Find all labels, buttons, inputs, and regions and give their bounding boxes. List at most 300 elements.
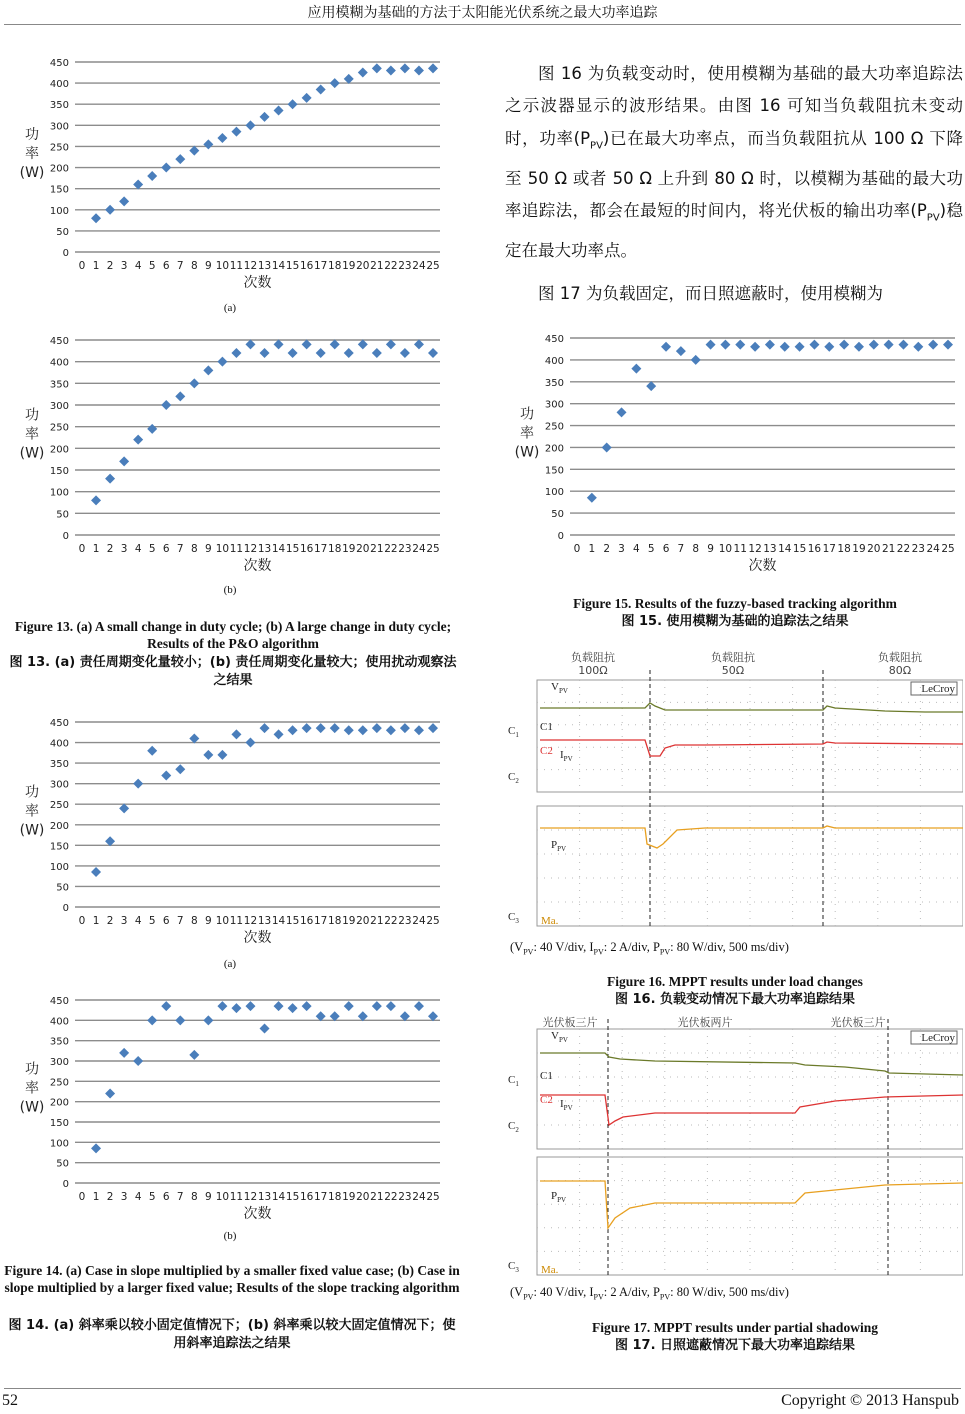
y-tick-label: 350 (544, 377, 564, 389)
data-point (358, 725, 368, 735)
x-tick-label: 2 (106, 915, 114, 927)
x-tick-label: 3 (120, 915, 128, 927)
y-tick-label: 250 (49, 422, 69, 434)
x-tick-label: 16 (299, 260, 314, 272)
x-tick-label: 0 (573, 543, 581, 555)
x-tick-label: 6 (162, 260, 170, 272)
x-tick-label: 25 (426, 543, 440, 555)
y-tick-label: 300 (49, 779, 69, 791)
x-tick-label: 8 (190, 260, 198, 272)
data-point (428, 723, 438, 733)
chart-svg (10, 52, 450, 297)
scope-panel (537, 806, 963, 926)
data-point (386, 725, 396, 735)
x-tick-label: 7 (176, 1191, 184, 1203)
data-point (161, 400, 171, 410)
data-point (189, 1050, 199, 1060)
x-tick-label: 13 (763, 543, 777, 555)
lecroy-logo: LeCroy (921, 683, 955, 695)
data-point (105, 1089, 115, 1099)
data-point (231, 127, 241, 137)
page-header-title: 应用模糊为基础的方法于太阳能光伏系统之最大功率追踪 (307, 5, 658, 21)
scope-c3-label: $C_3$ (508, 911, 519, 925)
x-tick-label: 11 (733, 543, 747, 555)
data-point (765, 340, 775, 350)
fig16-caption-cn: 图 16. 负载变动情况下最大功率追踪结果 (614, 992, 856, 1007)
data-point (189, 146, 199, 156)
x-tick-label: 9 (205, 543, 212, 555)
data-point (750, 342, 760, 352)
data-point (260, 112, 270, 122)
x-tick-label: 17 (822, 543, 836, 555)
data-point (147, 1015, 157, 1025)
x-tick-label: 23 (398, 260, 412, 272)
data-point (274, 1001, 284, 1011)
y-tick-label: 200 (49, 163, 69, 175)
data-point (602, 442, 612, 452)
x-tick-label: 8 (692, 543, 700, 555)
data-point (302, 1001, 312, 1011)
data-point (720, 340, 730, 350)
y-tick-label: 50 (56, 882, 69, 894)
x-tick-label: 15 (285, 543, 300, 555)
x-tick-label: 12 (243, 915, 258, 927)
x-tick-label: 24 (412, 260, 426, 272)
data-point (386, 339, 396, 349)
data-point (245, 1001, 255, 1011)
data-point (706, 340, 716, 350)
fig13-sublabel-b: (b) (223, 584, 237, 596)
y-tick-label: 400 (49, 1016, 69, 1028)
y-tick-label: 250 (544, 421, 564, 433)
fig13-sublabel-a: (a) (223, 302, 237, 314)
scope-ipv-label: $I_{PV}$ (560, 749, 573, 763)
y-tick-label: 400 (544, 355, 564, 367)
x-axis-label: 次数 (243, 1206, 272, 1222)
x-tick-label: 5 (148, 915, 156, 927)
y-axis-label: 功 (520, 406, 534, 423)
x-tick-label: 25 (426, 915, 440, 927)
data-point (91, 1143, 101, 1153)
chart-svg (10, 712, 450, 952)
x-tick-label: 5 (647, 543, 655, 555)
scope-ppv-label: $P_{PV}$ (551, 1190, 567, 1204)
x-tick-label: 9 (205, 915, 212, 927)
x-axis-label: 次数 (243, 275, 272, 291)
fig14-sublabel-a: (a) (223, 958, 237, 970)
x-tick-label: 1 (588, 543, 596, 555)
y-tick-label: 450 (49, 336, 69, 347)
y-tick-label: 350 (49, 100, 69, 112)
y-tick-label: 100 (49, 205, 69, 217)
x-tick-label: 25 (426, 260, 440, 272)
fig15-caption-cn: 图 15. 使用模糊为基础的追踪法之结果 (621, 614, 849, 629)
data-point (691, 355, 701, 365)
data-point (217, 1001, 227, 1011)
y-tick-label: 350 (49, 1036, 69, 1048)
scope-vpv-label: $V_{PV}$ (551, 681, 568, 695)
x-tick-label: 13 (257, 543, 272, 555)
scope-c1-label: $C_1$ (508, 1074, 519, 1088)
data-point (928, 340, 938, 350)
x-tick-label: 16 (807, 543, 822, 555)
y-tick-label: 200 (544, 443, 564, 455)
x-tick-label: 4 (134, 543, 142, 555)
x-axis-label: 次数 (748, 558, 777, 574)
data-point (274, 106, 284, 116)
x-tick-label: 22 (384, 915, 398, 927)
y-tick-label: 150 (49, 466, 69, 477)
chart-fig13b (10, 330, 450, 580)
body-paragraph-1 (505, 58, 963, 267)
data-point (231, 348, 241, 358)
x-tick-label: 22 (384, 543, 398, 555)
data-point (119, 456, 129, 466)
x-tick-label: 18 (328, 260, 342, 272)
scope-label: 50Ω (721, 664, 745, 677)
x-tick-label: 16 (299, 915, 314, 927)
x-tick-label: 17 (313, 543, 328, 555)
scope-label: 光伏板三片 (542, 1016, 598, 1029)
x-tick-label: 20 (356, 543, 370, 555)
data-point (161, 770, 171, 780)
x-tick-label: 21 (370, 1191, 384, 1203)
y-tick-label: 200 (49, 444, 69, 456)
x-tick-label: 18 (328, 915, 342, 927)
x-tick-label: 5 (148, 1191, 156, 1203)
y-tick-label: 450 (544, 334, 564, 345)
y-tick-label: 250 (49, 800, 69, 812)
scope-label: 负载阻抗 (711, 651, 755, 664)
scope-ma-label: Ma. (541, 1264, 559, 1276)
data-point (943, 340, 953, 350)
data-point (344, 725, 354, 735)
x-tick-label: 3 (618, 543, 625, 555)
scope-fig17-svg (505, 1013, 963, 1281)
x-tick-label: 8 (190, 915, 198, 927)
fig13-caption-en: Figure 13. (a) A small change in duty cycle; (b) A large change in duty cycle; Results of the P&O algorithm (14, 619, 452, 651)
x-tick-label: 4 (134, 260, 142, 272)
x-tick-label: 20 (356, 260, 370, 272)
x-tick-label: 2 (106, 1191, 114, 1203)
x-tick-label: 12 (243, 1191, 258, 1203)
data-point (260, 348, 270, 358)
data-point (809, 340, 819, 350)
x-tick-label: 19 (852, 543, 866, 555)
scope-ma-label: Ma. (541, 915, 559, 927)
lecroy-logo: LeCroy (921, 1032, 955, 1044)
x-tick-label: 21 (881, 543, 896, 555)
x-tick-label: 24 (412, 543, 426, 555)
data-point (316, 723, 326, 733)
data-point (358, 68, 368, 78)
y-tick-label: 50 (551, 509, 564, 521)
scope-label: 负载阻抗 (571, 651, 615, 664)
fig17-caption-en: Figure 17. MPPT results under partial shadowing (592, 1320, 878, 1335)
scope-fig16-svg (505, 648, 963, 938)
data-point (175, 154, 185, 164)
y-axis-label: (W) (19, 1099, 45, 1116)
x-tick-label: 18 (328, 543, 342, 555)
fig14-sublabel-b: (b) (223, 1230, 237, 1242)
y-tick-label: 100 (49, 861, 69, 873)
x-tick-label: 0 (78, 1191, 86, 1203)
x-tick-label: 15 (285, 260, 300, 272)
y-tick-label: 450 (49, 58, 69, 69)
x-tick-label: 22 (896, 543, 911, 555)
data-point (217, 357, 227, 367)
y-axis-label: 率 (25, 803, 39, 820)
data-point (260, 723, 270, 733)
x-tick-label: 2 (106, 260, 114, 272)
x-tick-label: 14 (271, 543, 286, 555)
x-tick-label: 10 (718, 543, 733, 555)
y-tick-label: 350 (49, 379, 69, 391)
copyright: Copyright © 2013 Hanspub (781, 1392, 959, 1409)
data-point (646, 381, 656, 391)
x-tick-label: 10 (215, 543, 230, 555)
data-point (330, 339, 340, 349)
x-tick-label: 9 (205, 260, 212, 272)
data-point (189, 378, 199, 388)
x-tick-label: 22 (384, 260, 398, 272)
y-tick-label: 400 (49, 357, 69, 369)
x-tick-label: 3 (120, 260, 128, 272)
data-point (839, 340, 849, 350)
y-tick-label: 400 (49, 738, 69, 750)
y-axis-label: (W) (514, 444, 540, 461)
x-tick-label: 23 (911, 543, 926, 555)
data-point (302, 723, 312, 733)
data-point (147, 424, 157, 434)
header-rule (4, 24, 961, 25)
y-axis-label: 功 (25, 127, 39, 143)
data-point (414, 339, 424, 349)
x-tick-label: 7 (677, 543, 685, 555)
x-axis-label: 次数 (243, 930, 272, 946)
x-tick-label: 4 (134, 1191, 142, 1203)
fig14-caption-en: Figure 14. (a) Case in slope multiplied by a smaller fixed value case; (b) Case in slope multiplied by a larger fixed value; Results of the slope tracking algorithm (4, 1263, 460, 1295)
data-point (133, 179, 143, 189)
x-tick-label: 13 (257, 260, 272, 272)
x-tick-label: 11 (229, 260, 244, 272)
y-tick-label: 50 (56, 509, 69, 521)
data-point (386, 1001, 396, 1011)
y-tick-label: 0 (62, 903, 69, 914)
y-axis-label: 率 (520, 425, 534, 442)
x-tick-label: 23 (398, 543, 412, 555)
body-paragraph-1-text: 图 16 为负载变动时，使用模糊为基础的最大功率追踪法之示波器显示的波形结果。由图 16 可知当负载阻抗未变动时，功率$(P_{PV})$已在最大功率点，而当负载阻抗从 100 Ω 下降至 50 Ω 或者 50 Ω 上升到 80 Ω 时，以模糊为基础的最大功率追踪法，都会在最短的时间内，将光伏板的输出功率$(P_{PV})$稳定在最大功率点。 (505, 64, 964, 260)
chart-svg (505, 328, 965, 580)
y-tick-label: 300 (544, 399, 564, 411)
x-tick-label: 19 (342, 543, 356, 555)
data-point (631, 364, 641, 374)
y-tick-label: 300 (49, 401, 69, 412)
data-point (274, 339, 284, 349)
fig17-caption-cn: 图 17. 日照遮蔽情况下最大功率追踪结果 (614, 1338, 856, 1353)
x-tick-label: 4 (633, 543, 640, 555)
x-tick-label: 0 (78, 543, 86, 555)
y-tick-label: 100 (544, 487, 564, 499)
x-tick-label: 22 (384, 1191, 398, 1203)
x-tick-label: 18 (328, 1191, 342, 1203)
x-tick-label: 14 (778, 543, 792, 555)
chart-svg (10, 330, 450, 580)
x-tick-label: 12 (748, 543, 762, 555)
scope-label: 80Ω (888, 664, 912, 677)
scope-fig17 (505, 1013, 963, 1281)
data-point (245, 738, 255, 748)
y-tick-label: 200 (49, 820, 69, 832)
x-tick-label: 6 (162, 915, 170, 927)
x-tick-label: 15 (285, 915, 300, 927)
fig17-scale-text: ($V_{PV}$: 40 V/div, $I_{PV}$: 2 A/div, $P_{PV}$: 80 W/div, 500 ms/div) (510, 1285, 789, 1302)
data-point (869, 340, 879, 350)
data-point (175, 764, 185, 774)
y-tick-label: 100 (49, 1138, 69, 1150)
x-tick-label: 11 (229, 915, 244, 927)
x-tick-label: 12 (243, 260, 258, 272)
y-tick-label: 350 (49, 759, 69, 771)
fig16-caption-en: Figure 16. MPPT results under load changes (607, 974, 863, 989)
x-tick-label: 24 (926, 543, 940, 555)
x-tick-label: 14 (271, 1191, 286, 1203)
data-point (414, 725, 424, 735)
scope-fig16 (505, 648, 963, 938)
data-point (587, 493, 597, 503)
scope-ppv-label: $P_{PV}$ (551, 839, 567, 853)
y-tick-label: 50 (56, 1158, 69, 1170)
y-tick-label: 300 (49, 121, 69, 133)
data-point (884, 340, 894, 350)
x-tick-label: 7 (176, 543, 184, 555)
data-point (428, 63, 438, 73)
data-point (316, 84, 326, 94)
x-tick-label: 11 (229, 1191, 244, 1203)
scope-c2-tag: C2 (540, 1094, 553, 1106)
data-point (119, 1048, 129, 1058)
x-tick-label: 7 (176, 260, 184, 272)
data-point (316, 348, 326, 358)
y-axis-label: (W) (19, 165, 45, 181)
x-tick-label: 24 (412, 1191, 426, 1203)
footer-rule (4, 1388, 961, 1389)
data-point (913, 342, 923, 352)
data-point (133, 435, 143, 445)
data-point (91, 867, 101, 877)
x-tick-label: 12 (243, 543, 258, 555)
y-tick-label: 450 (49, 996, 69, 1007)
x-tick-label: 25 (941, 543, 955, 555)
x-tick-label: 17 (313, 260, 328, 272)
data-point (175, 391, 185, 401)
x-tick-label: 13 (257, 915, 272, 927)
x-tick-label: 16 (299, 543, 314, 555)
data-point (414, 65, 424, 75)
y-tick-label: 0 (62, 531, 69, 542)
y-axis-label: 率 (25, 146, 39, 162)
x-tick-label: 8 (190, 1191, 198, 1203)
data-point (344, 74, 354, 84)
page-number: 52 (2, 1392, 18, 1409)
data-point (330, 78, 340, 88)
x-tick-label: 0 (78, 260, 86, 272)
data-point (245, 120, 255, 130)
data-point (161, 1001, 171, 1011)
y-axis-label: (W) (19, 822, 45, 839)
x-tick-label: 19 (342, 1191, 356, 1203)
y-tick-label: 100 (49, 487, 69, 499)
data-point (288, 348, 298, 358)
scope-c2-tag: C2 (540, 745, 553, 757)
x-tick-label: 21 (370, 543, 384, 555)
x-tick-label: 6 (162, 543, 170, 555)
data-point (105, 474, 115, 484)
scope-ipv-label: $I_{PV}$ (560, 1098, 573, 1112)
x-tick-label: 1 (92, 1191, 100, 1203)
data-point (147, 746, 157, 756)
x-tick-label: 20 (356, 915, 370, 927)
y-axis-label: 功 (25, 784, 39, 801)
y-tick-label: 300 (49, 1057, 69, 1068)
data-point (617, 407, 627, 417)
y-tick-label: 0 (62, 248, 69, 259)
data-point (203, 139, 213, 149)
data-point (133, 779, 143, 789)
data-point (344, 1001, 354, 1011)
x-tick-label: 10 (215, 915, 230, 927)
data-point (119, 196, 129, 206)
data-point (414, 1001, 424, 1011)
data-point (780, 342, 790, 352)
data-point (288, 725, 298, 735)
data-point (217, 750, 227, 760)
y-tick-label: 150 (49, 841, 69, 853)
scope-c2-label: $C_2$ (508, 1120, 519, 1134)
scope-label: 负载阻抗 (878, 651, 922, 664)
fig16-scale-text: ($V_{PV}$: 40 V/div, $I_{PV}$: 2 A/div, $P_{PV}$: 80 W/div, 500 ms/div) (510, 940, 789, 957)
scope-panel (537, 1157, 963, 1275)
scope-label: 100Ω (578, 664, 608, 677)
data-point (372, 63, 382, 73)
x-tick-label: 4 (134, 915, 142, 927)
data-point (400, 348, 410, 358)
y-axis-label: 率 (25, 426, 39, 443)
y-axis-label: (W) (19, 445, 45, 462)
data-point (203, 1015, 213, 1025)
data-point (302, 93, 312, 103)
x-tick-label: 16 (299, 1191, 314, 1203)
scope-panel (537, 1029, 963, 1149)
data-point (661, 342, 671, 352)
data-point (795, 342, 805, 352)
data-point (302, 339, 312, 349)
y-tick-label: 150 (49, 184, 69, 196)
data-point (898, 340, 908, 350)
x-tick-label: 23 (398, 915, 412, 927)
scope-label: 光伏板三片 (830, 1016, 886, 1029)
chart-fig14b (10, 990, 450, 1228)
x-tick-label: 15 (792, 543, 807, 555)
x-tick-label: 19 (342, 915, 356, 927)
y-tick-label: 150 (49, 1118, 69, 1129)
data-point (400, 63, 410, 73)
y-tick-label: 250 (49, 1077, 69, 1089)
x-tick-label: 15 (285, 1191, 300, 1203)
data-point (91, 213, 101, 223)
data-point (400, 723, 410, 733)
x-tick-label: 21 (370, 915, 384, 927)
